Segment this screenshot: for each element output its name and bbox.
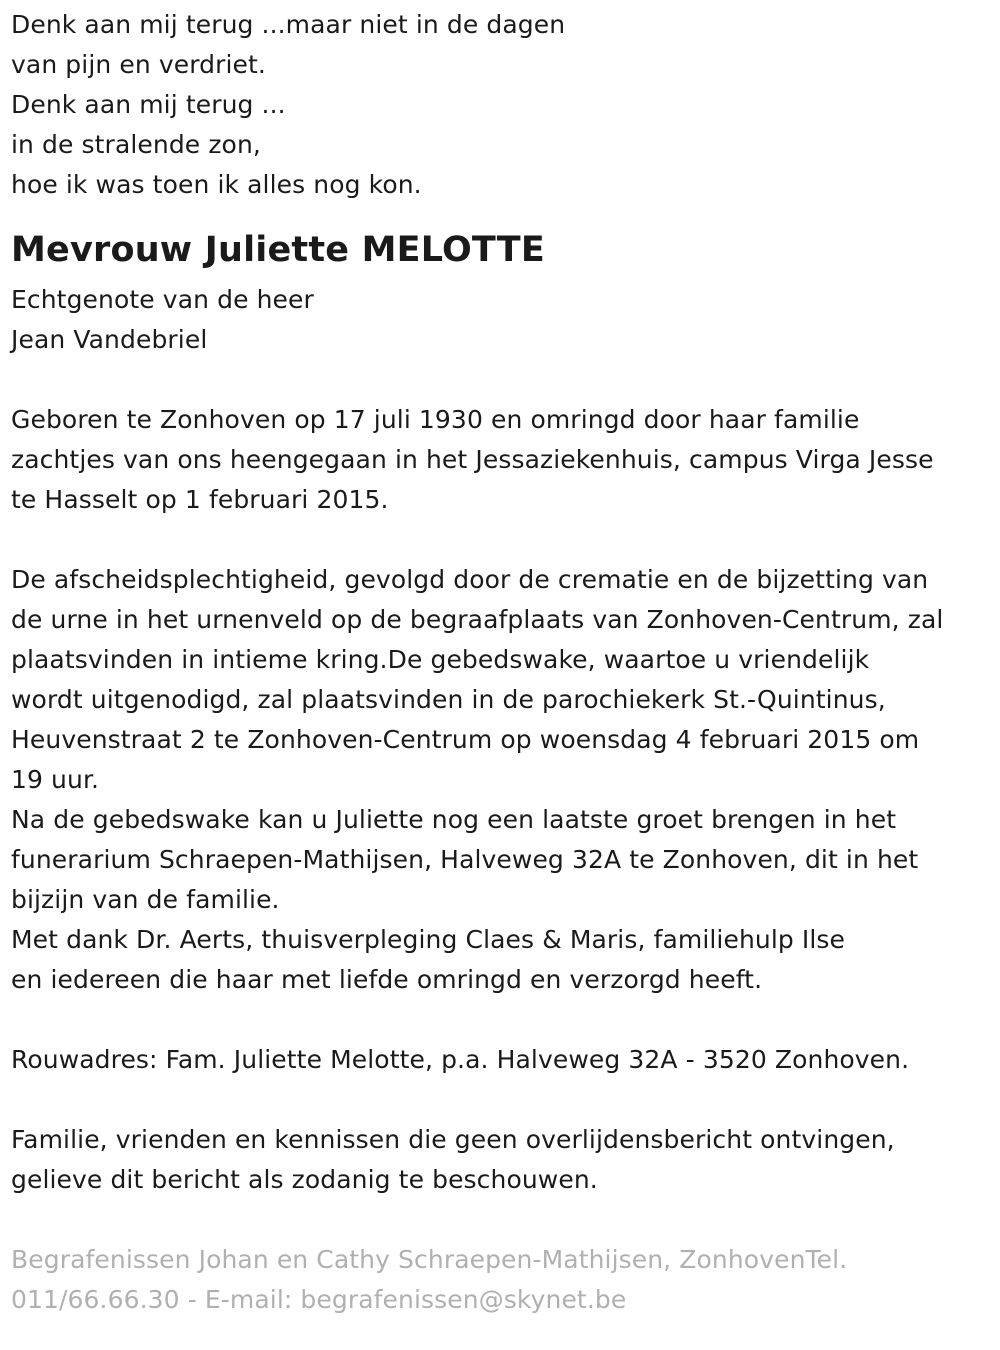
- footer-line: 011/66.66.30 - E-mail: begrafenissen@skynet.be: [11, 1285, 627, 1314]
- paragraph-line: en iedereen die haar met liefde omringd en verzorgd heeft.: [11, 965, 763, 994]
- paragraph-line: Met dank Dr. Aerts, thuisverpleging Claes & Maris, familiehulp Ilse: [11, 925, 846, 954]
- spouse-info: [11, 280, 996, 360]
- paragraph-line: Heuvenstraat 2 te Zonhoven-Centrum op woensdag 4 februari 2015 om: [11, 725, 920, 754]
- paragraph-line: funerarium Schraepen-Mathijsen, Halveweg 32A te Zonhoven, dit in het: [11, 845, 919, 874]
- paragraph-line: Familie, vrienden en kennissen die geen overlijdensbericht ontvingen,: [11, 1125, 895, 1154]
- poem-line: in de stralende zon,: [11, 130, 261, 159]
- paragraph-line: plaatsvinden in intieme kring.De gebedswake, waartoe u vriendelijk: [11, 645, 870, 674]
- ceremony-paragraph: [11, 560, 996, 1000]
- paragraph-line: bijzijn van de familie.: [11, 885, 280, 914]
- funeral-home-footer: [11, 1240, 996, 1320]
- paragraph-line: de urne in het urnenveld op de begraafplaats van Zonhoven-Centrum, zal: [11, 605, 944, 634]
- spacer: [11, 1080, 996, 1120]
- paragraph-line: zachtjes van ons heengegaan in het Jessaziekenhuis, campus Virga Jesse: [11, 445, 934, 474]
- paragraph-line: te Hasselt op 1 februari 2015.: [11, 485, 389, 514]
- spacer: [11, 1200, 996, 1240]
- mourning-address: Rouwadres: Fam. Juliette Melotte, p.a. Halveweg 32A - 3520 Zonhoven.: [11, 1045, 910, 1074]
- spacer: [11, 1000, 996, 1040]
- poem-line: van pijn en verdriet.: [11, 50, 266, 79]
- poem-line: Denk aan mij terug ...: [11, 90, 286, 119]
- paragraph-line: Na de gebedswake kan u Juliette nog een laatste groet brengen in het: [11, 805, 897, 834]
- poem: [11, 5, 996, 205]
- paragraph-line: gelieve dit bericht als zodanig te beschouwen.: [11, 1165, 598, 1194]
- spacer: [11, 360, 996, 400]
- paragraph-line: De afscheidsplechtigheid, gevolgd door de crematie en de bijzetting van: [11, 565, 929, 594]
- death-notice: [11, 5, 996, 1320]
- spacer: [11, 520, 996, 560]
- spouse-line: Echtgenote van de heer: [11, 285, 314, 314]
- paragraph-line: 19 uur.: [11, 765, 100, 794]
- paragraph-line: wordt uitgenodigd, zal plaatsvinden in de parochiekerk St.-Quintinus,: [11, 685, 886, 714]
- poem-line: hoe ik was toen ik alles nog kon.: [11, 170, 422, 199]
- birth-death-paragraph: [11, 400, 996, 520]
- poem-line: Denk aan mij terug ...maar niet in de dagen: [11, 10, 566, 39]
- deceased-name: Mevrouw Juliette MELOTTE: [11, 230, 545, 270]
- notice-paragraph: [11, 1120, 996, 1200]
- paragraph-line: Geboren te Zonhoven op 17 juli 1930 en omringd door haar familie: [11, 405, 860, 434]
- footer-line: Begrafenissen Johan en Cathy Schraepen-Mathijsen, ZonhovenTel.: [11, 1245, 848, 1274]
- spouse-line: Jean Vandebriel: [11, 325, 208, 354]
